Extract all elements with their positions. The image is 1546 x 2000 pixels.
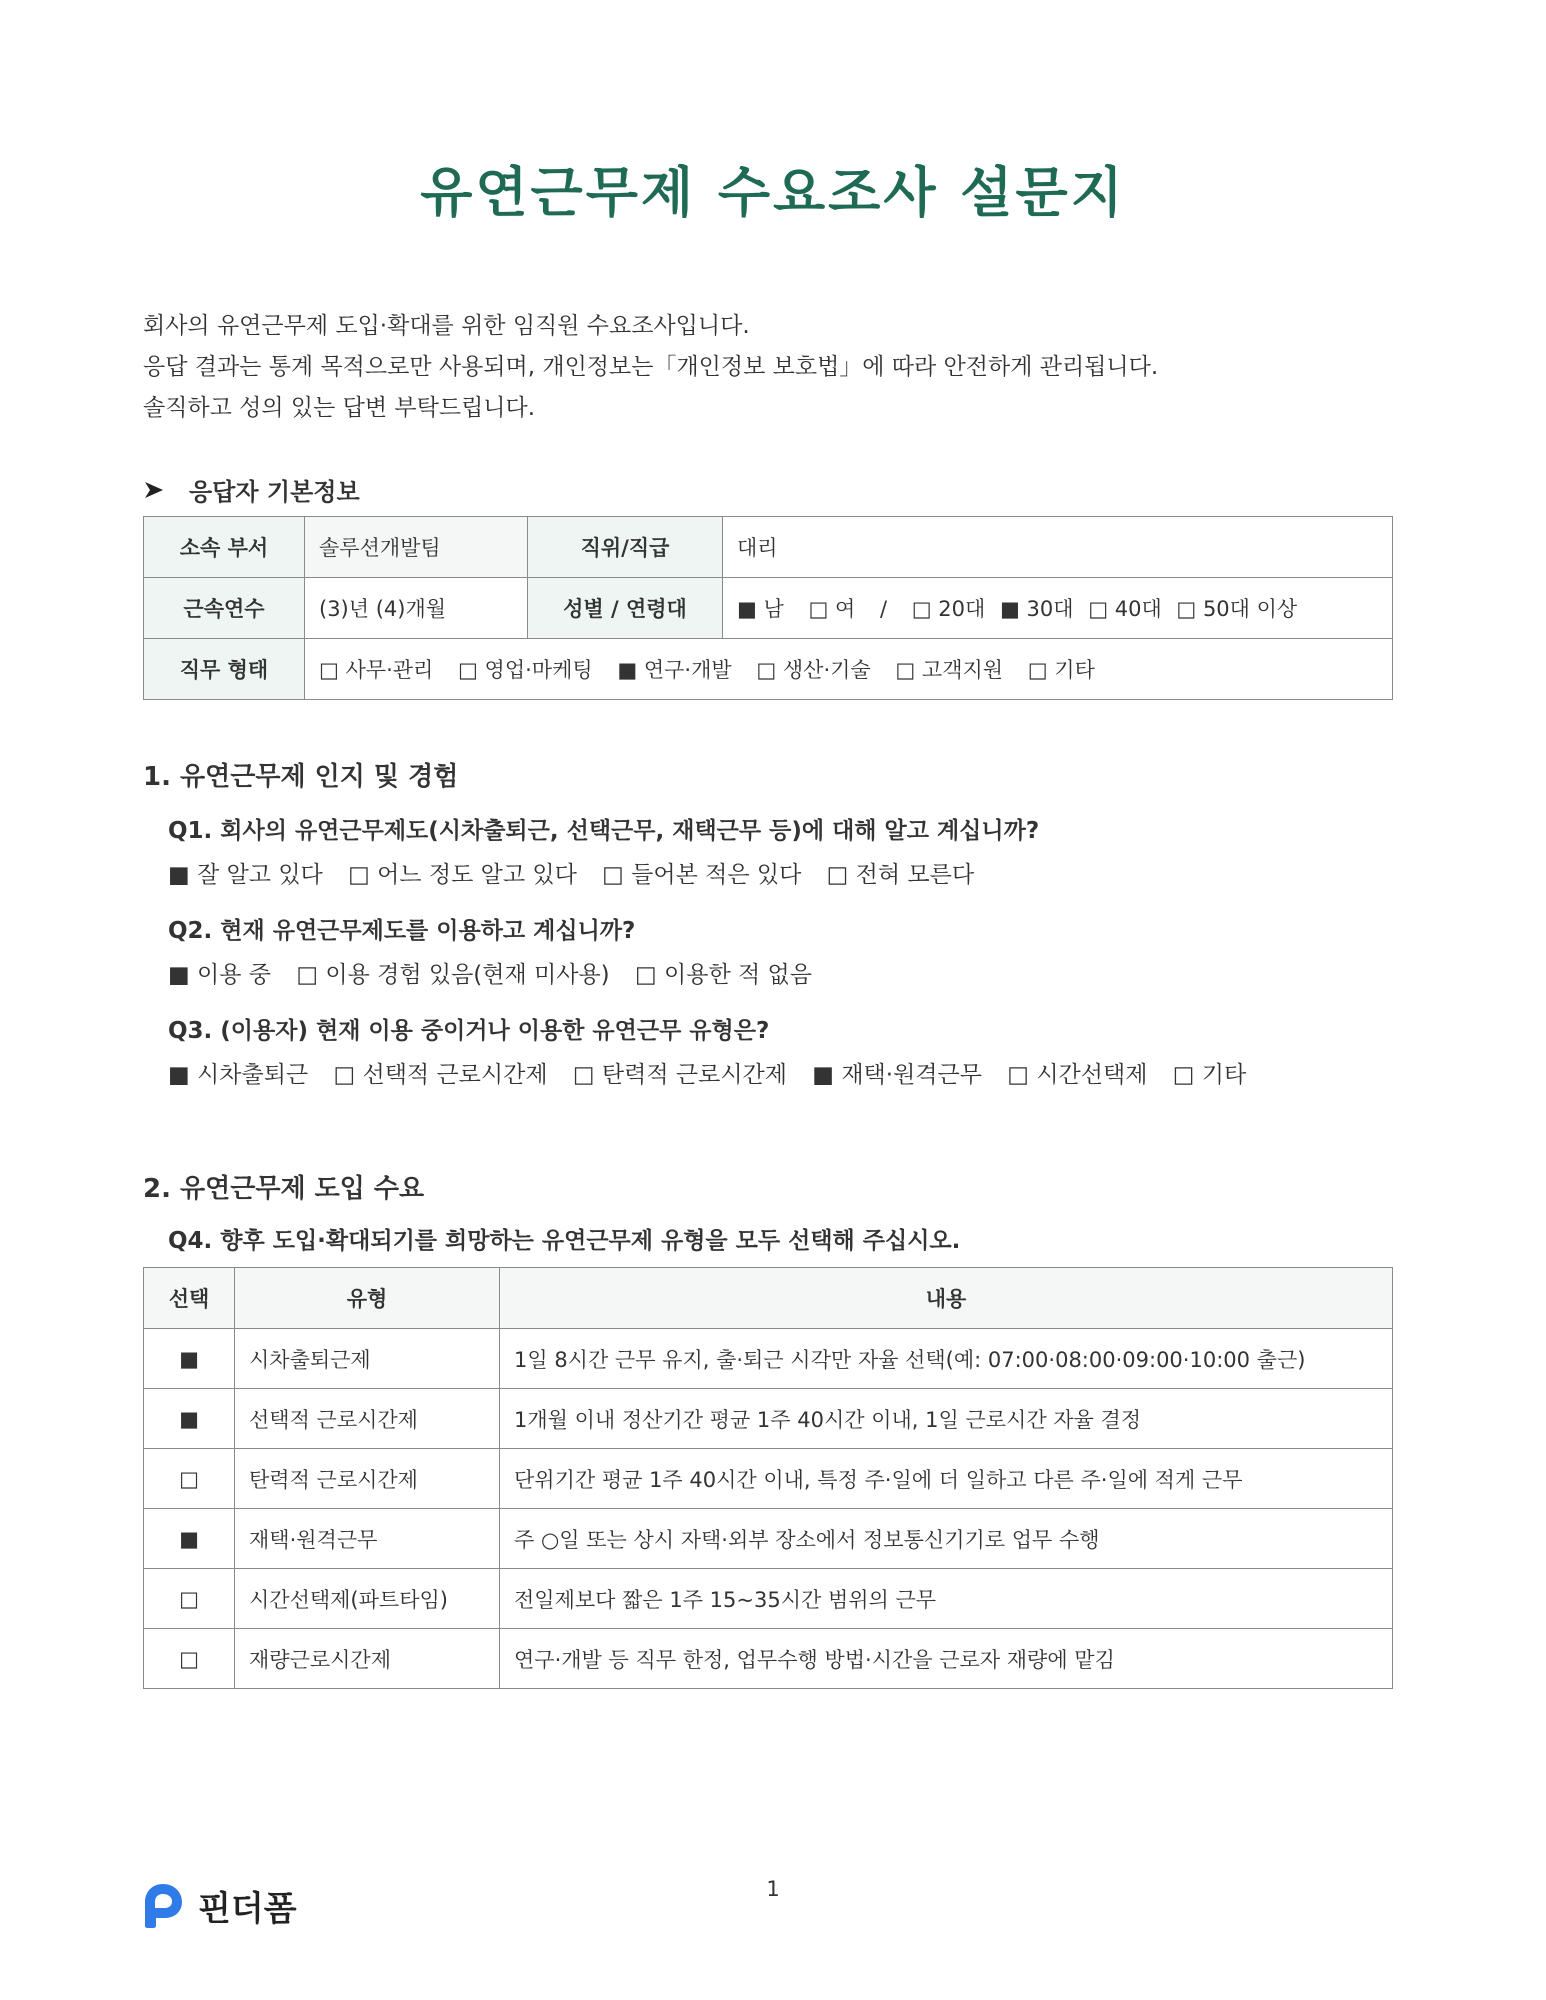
- respondent-heading-label: 응답자 기본정보: [189, 478, 360, 506]
- brand-name: 핀더폼: [198, 1888, 297, 1929]
- job-option[interactable]: ■ 연구·개발: [617, 658, 732, 682]
- job-option[interactable]: □ 영업·마케팅: [458, 658, 593, 682]
- select-checkbox[interactable]: ■: [144, 1389, 235, 1449]
- q3-option[interactable]: □ 기타: [1172, 1062, 1247, 1088]
- flex-work-demand-table: [143, 1267, 1393, 1689]
- q1-option[interactable]: □ 전혀 모른다: [826, 862, 975, 888]
- gender-age-value: [723, 578, 1393, 639]
- q3-option[interactable]: □ 탄력적 근로시간제: [572, 1062, 787, 1088]
- type-cell: 탄력적 근로시간제: [235, 1449, 500, 1509]
- age-option[interactable]: □ 50대 이상: [1176, 597, 1298, 621]
- select-checkbox[interactable]: □: [144, 1449, 235, 1509]
- select-checkbox[interactable]: □: [144, 1629, 235, 1689]
- dept-label: 소속 부서: [144, 517, 305, 578]
- select-checkbox[interactable]: ■: [144, 1329, 235, 1389]
- q1-option[interactable]: □ 들어본 적은 있다: [602, 862, 802, 888]
- document-title: 유연근무제 수요조사 설문지: [420, 161, 1126, 224]
- gender-option[interactable]: □ 여: [808, 597, 856, 621]
- gender-age-label: 성별 / 연령대: [528, 578, 723, 639]
- table-row: [144, 578, 1393, 639]
- position-value: 대리: [723, 517, 1393, 578]
- table-row: [144, 1389, 1393, 1449]
- table-row: [144, 1449, 1393, 1509]
- q1-options: [168, 856, 992, 889]
- table-row: [144, 1629, 1393, 1689]
- respondent-info-table: [143, 516, 1393, 700]
- q3-option[interactable]: ■ 재택·원격근무: [812, 1062, 982, 1088]
- table-row: [144, 1569, 1393, 1629]
- q3-option[interactable]: □ 시간선택제: [1007, 1062, 1148, 1088]
- question-q2: Q2. 현재 유연근무제도를 이용하고 계십니까?: [168, 918, 636, 944]
- q3-options: [168, 1056, 1264, 1089]
- q1-option[interactable]: □ 어느 정도 알고 있다: [348, 862, 577, 888]
- respondent-section-heading: [143, 472, 360, 507]
- job-option[interactable]: □ 사무·관리: [319, 658, 434, 682]
- q2-option[interactable]: □ 이용 경험 있음(현재 미사용): [296, 962, 610, 988]
- type-cell: 시간선택제(파트타임): [235, 1569, 500, 1629]
- job-value: [305, 639, 1393, 700]
- tenure-label: 근속연수: [144, 578, 305, 639]
- tenure-value: (3)년 (4)개월: [305, 578, 528, 639]
- job-option[interactable]: □ 고객지원: [895, 658, 1004, 682]
- job-option[interactable]: □ 생산·기술: [756, 658, 871, 682]
- type-cell: 재량근로시간제: [235, 1629, 500, 1689]
- type-cell: 선택적 근로시간제: [235, 1389, 500, 1449]
- page-number: 1: [766, 1877, 780, 1901]
- description-cell: 단위기간 평균 1주 40시간 이내, 특정 주·일에 더 일하고 다른 주·일에 적게 근무: [500, 1449, 1393, 1509]
- intro-line: 응답 결과는 통계 목적으로만 사용되며, 개인정보는「개인정보 보호법」에 따라 안전하게 관리됩니다.: [143, 354, 1159, 380]
- description-cell: 1개월 이내 정산기간 평균 1주 40시간 이내, 1일 근로시간 자율 결정: [500, 1389, 1393, 1449]
- gender-option[interactable]: ■ 남: [737, 597, 784, 621]
- separator: /: [880, 597, 888, 621]
- intro-line: 솔직하고 성의 있는 답변 부탁드립니다.: [143, 395, 536, 421]
- q3-option[interactable]: □ 선택적 근로시간제: [333, 1062, 548, 1088]
- column-header-select: 선택: [144, 1268, 235, 1329]
- description-cell: 1일 8시간 근무 유지, 출·퇴근 시각만 자율 선택(예: 07:00·08:00·09:00·10:00 출근): [500, 1329, 1393, 1389]
- q1-option[interactable]: ■ 잘 알고 있다: [168, 862, 323, 888]
- q2-option[interactable]: ■ 이용 중: [168, 962, 272, 988]
- table-header-row: [144, 1268, 1393, 1329]
- position-label: 직위/직급: [528, 517, 723, 578]
- type-cell: 시차출퇴근제: [235, 1329, 500, 1389]
- question-q3: Q3. (이용자) 현재 이용 중이거나 이용한 유연근무 유형은?: [168, 1018, 770, 1044]
- type-cell: 재택·원격근무: [235, 1509, 500, 1569]
- description-cell: 주 ○일 또는 상시 자택·외부 장소에서 정보통신기기로 업무 수행: [500, 1509, 1393, 1569]
- select-checkbox[interactable]: □: [144, 1569, 235, 1629]
- job-option[interactable]: □ 기타: [1027, 658, 1095, 682]
- job-label: 직무 형태: [144, 639, 305, 700]
- question-q4: Q4. 향후 도입·확대되기를 희망하는 유연근무제 유형을 모두 선택해 주십시오.: [168, 1228, 961, 1254]
- arrow-icon: [143, 480, 173, 505]
- table-row: [144, 517, 1393, 578]
- q3-option[interactable]: ■ 시차출퇴근: [168, 1062, 309, 1088]
- section1-heading: 1. 유연근무제 인지 및 경험: [143, 762, 459, 792]
- section2-heading: 2. 유연근무제 도입 수요: [143, 1174, 425, 1204]
- column-header-type: 유형: [235, 1268, 500, 1329]
- age-option[interactable]: □ 20대: [911, 597, 986, 621]
- description-cell: 연구·개발 등 직무 한정, 업무수행 방법·시간을 근로자 재량에 맡김: [500, 1629, 1393, 1689]
- table-row: [144, 1509, 1393, 1569]
- age-option[interactable]: ■ 30대: [999, 597, 1074, 621]
- intro-line: 회사의 유연근무제 도입·확대를 위한 임직원 수요조사입니다.: [143, 313, 750, 339]
- dept-value: 솔루션개발팀: [305, 517, 528, 578]
- q2-option[interactable]: □ 이용한 적 없음: [634, 962, 812, 988]
- table-row: [144, 639, 1393, 700]
- column-header-description: 내용: [500, 1268, 1393, 1329]
- intro-text: [143, 306, 1158, 429]
- table-row: [144, 1329, 1393, 1389]
- question-q1: Q1. 회사의 유연근무제도(시차출퇴근, 선택근무, 재택근무 등)에 대해 알고 계십니까?: [168, 818, 1040, 844]
- select-checkbox[interactable]: ■: [144, 1509, 235, 1569]
- description-cell: 전일제보다 짧은 1주 15~35시간 범위의 근무: [500, 1569, 1393, 1629]
- q2-options: [168, 956, 830, 989]
- age-option[interactable]: □ 40대: [1088, 597, 1162, 621]
